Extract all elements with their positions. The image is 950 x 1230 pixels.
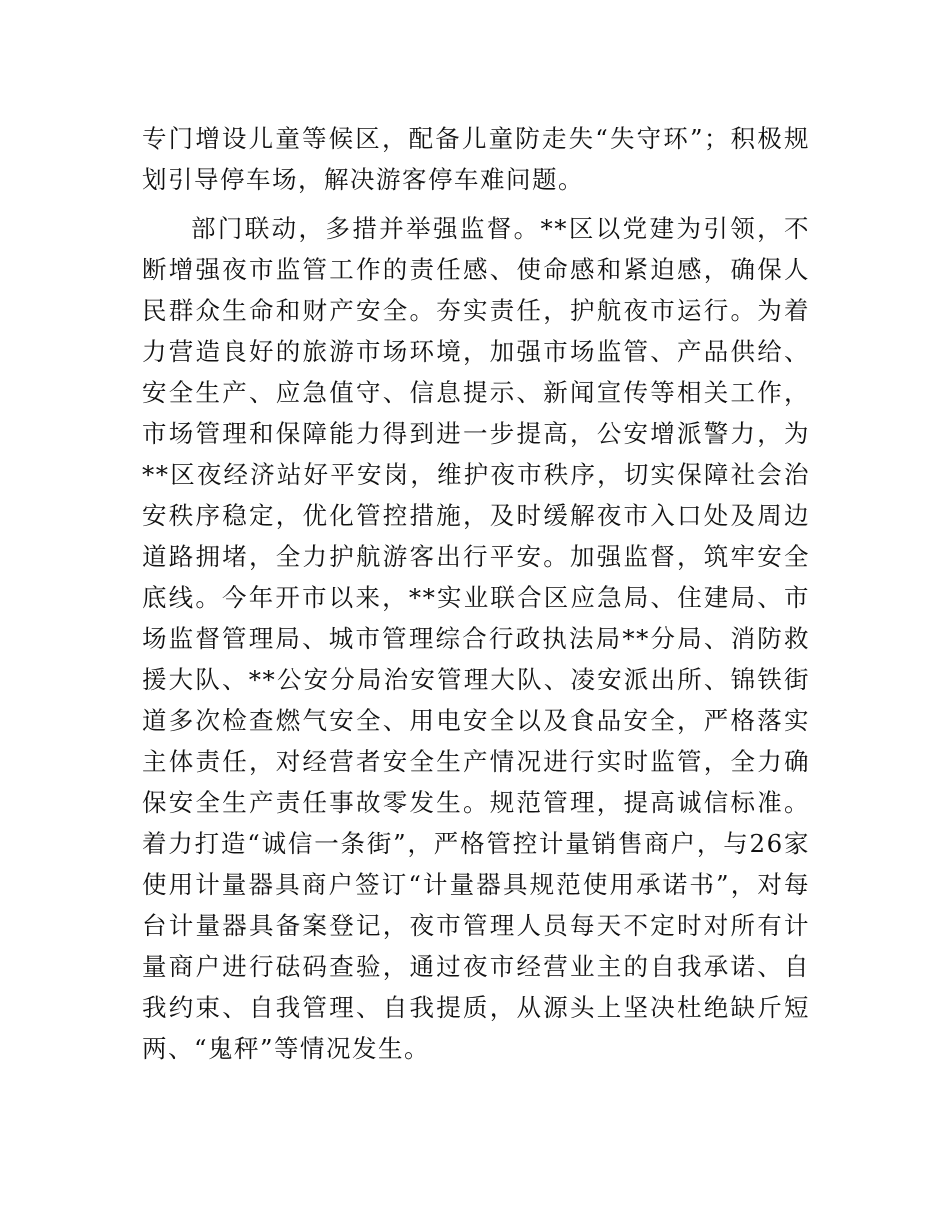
paragraph-continuation: 专门增设儿童等候区，配备儿童防走失“失守环”；积极规划引导停车场，解决游客停车难问题。 [142, 124, 810, 194]
document-body [142, 118, 810, 1069]
paragraph-department-linkage: 部门联动，多措并举强监督。**区以党建为引领，不断增强夜市监管工作的责任感、使命感和紧迫感，确保人民群众生命和财产安全。夯实责任，护航夜市运行。为着力营造良好的旅游市场环境，加强市场监管、产品供给、安全生产、应急值守、信息提示、新闻宣传等相关工作，市场管理和保障能力得到进一步提高，公安增派警力，为**区夜经济站好平安岗，维护夜市秩序，切实保障社会治安秩序稳定，优化管控措施，及时缓解夜市入口处及周边道路拥堵，全力护航游客出行平安。加强监督，筑牢安全底线。今年开市以来，**实业联合区应急局、住建局、市场监督管理局、城市管理综合行政执法局**分局、消防救援大队、**公安分局治安管理大队、凌安派出所、锦铁街道多次检查燃气安全、用电安全以及食品安全，严格落实主体责任，对经营者安全生产情况进行实时监管，全力确保安全生产责任事故零发生。规范管理，提高诚信标准。着力打造“诚信一条街”，严格管控计量销售商户，与26家使用计量器具商户签订“计量器具规范使用承诺书”，对每台计量器具备案登记，夜市管理人员每天不定时对所有计量商户进行砝码查验，通过夜市经营业主的自我承诺、自我约束、自我管理、自我提质，从源头上坚决杜绝缺斤短两、“鬼秤”等情况发生。 [142, 214, 810, 1063]
